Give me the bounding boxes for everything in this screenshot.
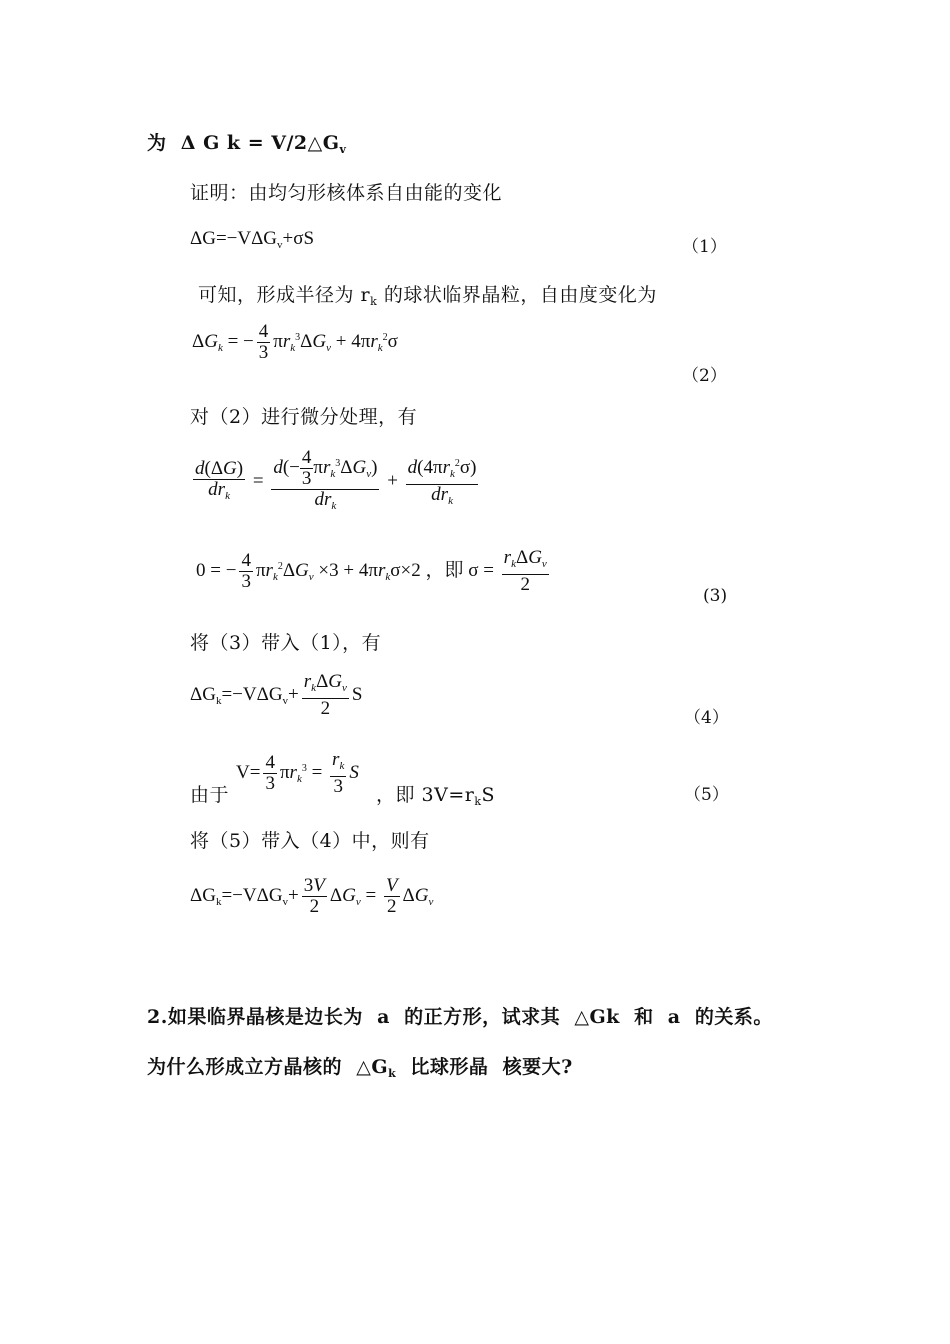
text-differentiate: 对（2）进行微分处理，有 xyxy=(190,406,418,428)
heading-line: 为 Δ G $k = V/2\triangle G_v$ xyxy=(147,132,347,156)
text-critical-radius: 可知，形成半径为 $r_k$ 的球状临界晶粒，自由度变化为 xyxy=(198,284,657,308)
text-since: 由于 xyxy=(190,784,230,806)
equation-2: $\Delta G_k$ = − $\frac{4}{3}$ $\pi r_k^3\Delta G_v + 4\pi r_k^2\sigma$ xyxy=(192,321,398,363)
equation-number-5: （5） xyxy=(684,785,729,805)
question-2-line-1: 2.如果临界晶核是边长为 a 的正方形，试求其 △Gk 和 a 的关系。 xyxy=(147,1006,773,1028)
equation-4: $\Delta G_k=-V\Delta G_v+$ $\frac{r_k\Delta G_v}{2}$ S xyxy=(190,671,363,719)
equation-number-4: （4） xyxy=(684,708,729,728)
text-substitute-5-into-4: 将（5）带入（4）中，则有 xyxy=(190,830,430,852)
equation-3: 0 = − $\frac{4}{3}$ $\pi r_k^2\Delta G_v \times 3 + 4\pi r_k\sigma\times 2$ ，即 σ = $\frac{r_k\Delta G_v}{2}$ xyxy=(196,547,547,595)
equation-number-1: （1） xyxy=(682,237,727,257)
text-3v-rks: ，即 $3V=r_kS$ xyxy=(376,784,496,808)
equation-number-2: （2） xyxy=(682,366,727,386)
question-2-line-2: 为什么形成立方晶核的 $\triangle G_k$ 比球形晶 核要大? xyxy=(147,1056,573,1080)
equation-1: $\Delta G=-V\Delta G_v+\sigma S$ xyxy=(190,228,315,251)
equation-number-3: (3) xyxy=(703,586,728,606)
equation-5-volume: V= $\frac{4}{3}$ $\pi r_k^3$ = $\frac{r_k}{3}$ S xyxy=(236,749,359,797)
text-substitute-3-into-1: 将（3）带入（1），有 xyxy=(190,632,382,654)
equation-final: $\Delta G_k=-V\Delta G_v+$ $\frac{3V}{2}$ $\Delta G_v$ = $\frac{V}{2}$ $\Delta G_v$ xyxy=(190,875,434,917)
equation-differential: $\frac{d(\Delta G)}{dr_k}$ = d(− $\frac{4}{3}$ $\pi r_k^3\Delta G_v$) $dr_k$ + $\frac{d(4\pi r_k^2\sigma)}{dr_k}$ xyxy=(195,447,477,512)
proof-intro: 证明：由均匀形核体系自由能的变化 xyxy=(190,182,503,204)
